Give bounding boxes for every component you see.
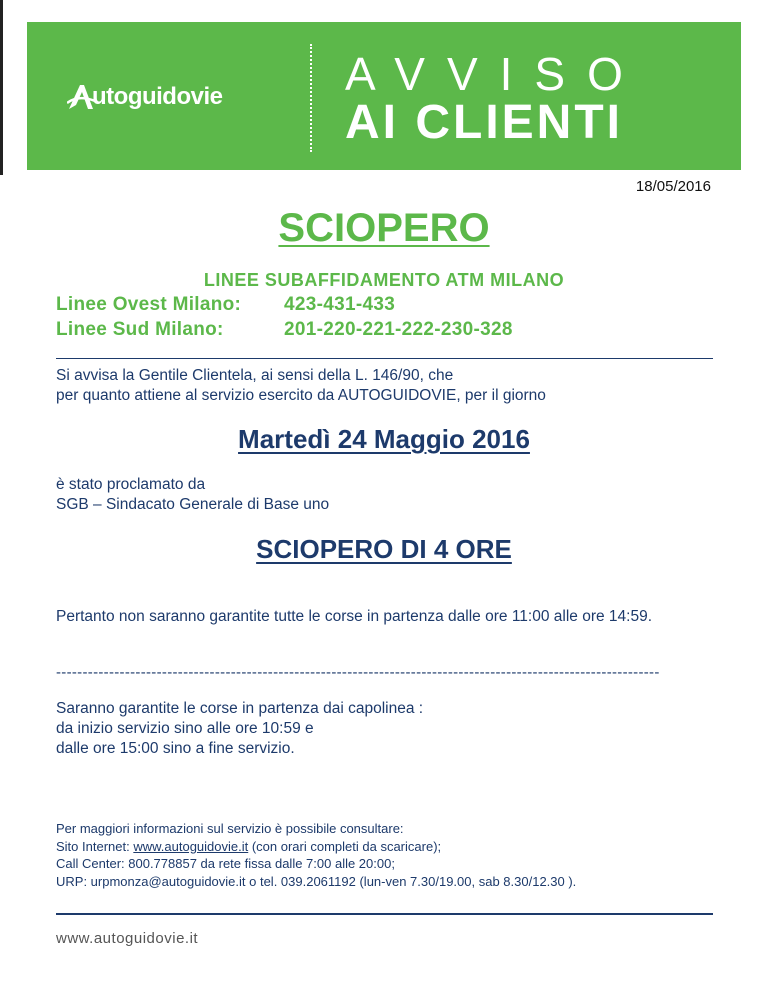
info-site-line [56,838,576,856]
lines-sud-value: 201-220-221-222-230-328 [284,319,513,340]
lines-ovest-row [56,294,395,316]
logo-text: utoguidovie [92,83,223,110]
info-site-suffix: (con orari completi da scaricare); [248,838,442,854]
notice-title: SCIOPERO [278,206,490,250]
strike-duration: SCIOPERO DI 4 ORE [256,534,512,564]
dashed-separator: ------------------------------------------------------------------------------------------------------------------ [56,664,660,681]
lines-header: LINEE SUBAFFIDAMENTO ATM MILANO [203,270,565,290]
footer-url: www.autoguidovie.it [56,930,199,947]
info-block [56,820,576,890]
logo-a-icon [67,83,95,111]
lines-ovest-value: 423-431-433 [284,294,396,315]
guaranteed-line-1: Saranno garantite le corse in partenza dai capolinea : [56,700,424,717]
lines-sud-label: Linee Sud Milano: [56,319,224,340]
info-line-1: Per maggiori informazioni sul servizio è possibile consultare: [56,821,404,836]
info-site-prefix: Sito Internet: [56,838,134,854]
proclaimed-line-2: SGB – Sindacato Generale di Base uno [56,496,330,513]
strike-date: Martedì 24 Maggio 2016 [238,424,530,454]
not-guaranteed-text: Pertanto non saranno garantite tutte le corse in partenza dalle ore 11:00 alle ore 14:59. [56,608,653,625]
proclaimed-text [56,475,329,515]
proclaimed-line-1: è stato proclamato da [56,476,206,493]
info-line-urp: URP: urpmonza@autoguidovie.it o tel. 039.2061192 (lun-ven 7.30/19.00, sab 8.30/12.30 ). [56,873,577,889]
section-divider [56,358,713,359]
info-line-call-center: Call Center: 800.778857 da rete fissa dalle 7:00 alle 20:00; [56,856,395,871]
page-edge-mark [0,0,3,175]
lines-sud-row [56,319,513,341]
guaranteed-text [56,699,423,759]
banner-divider [310,44,312,152]
guaranteed-line-3: dalle ore 15:00 sino a fine servizio. [56,740,295,757]
banner-headline-top: AVVISO [345,48,645,100]
footer-divider [56,913,713,915]
banner-headline-bottom: AI CLIENTI [345,96,623,149]
header-banner [27,22,741,170]
intro-text [56,366,546,406]
website-link[interactable]: www.autoguidovie.it [133,838,249,854]
notice-date: 18/05/2016 [635,178,711,195]
autoguidovie-logo [67,80,222,114]
intro-line-1: Si avvisa la Gentile Clientela, ai sensi della L. 146/90, che [56,367,454,384]
guaranteed-line-2: da inizio servizio sino alle ore 10:59 e [56,720,314,737]
intro-line-2: per quanto attiene al servizio esercito da AUTOGUIDOVIE, per il giorno [56,387,546,404]
lines-ovest-label: Linee Ovest Milano: [56,294,242,315]
